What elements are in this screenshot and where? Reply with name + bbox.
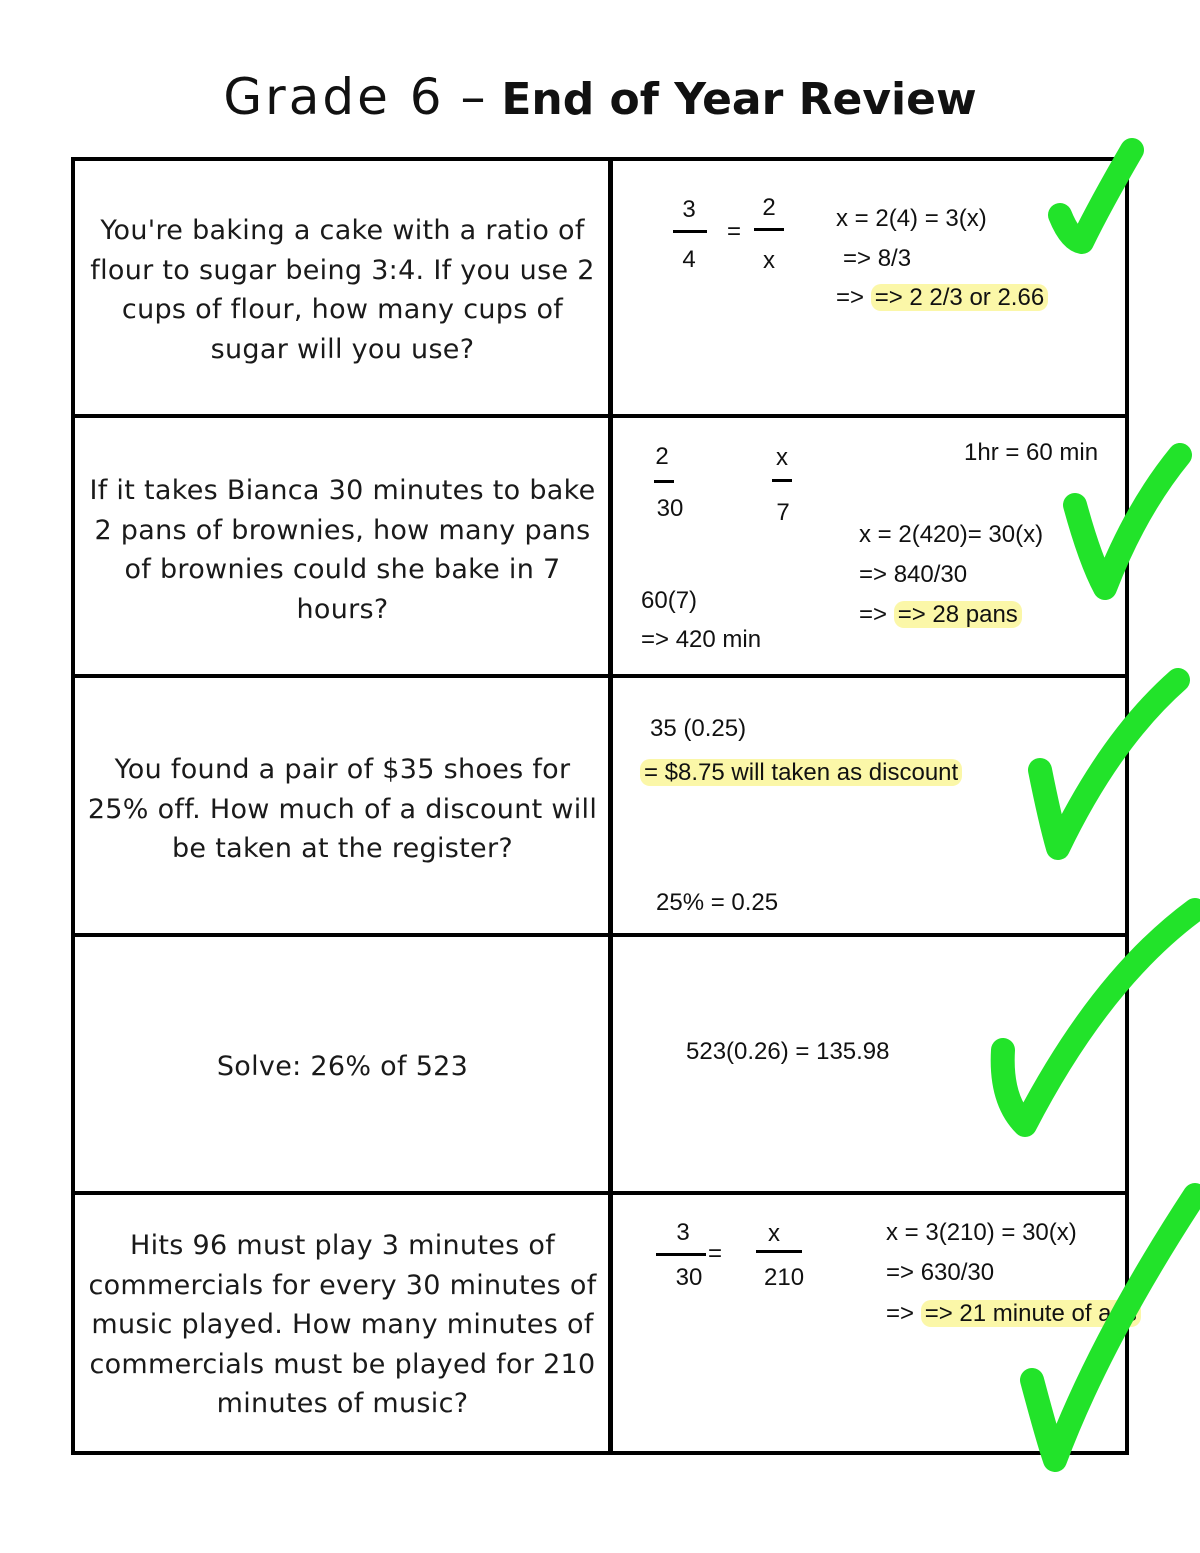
fraction-numerator: x [776, 444, 788, 471]
question-1: You're baking a cake with a ratio of flour to sugar being 3:4. If you use 2 cups of flour, how many cups of sugar will you use? [90, 215, 595, 365]
answer-text: => 28 pans [897, 601, 1018, 628]
title-grade: Grade 6 [223, 68, 445, 126]
work-line: 523(0.26) = 135.98 [686, 1038, 890, 1065]
work-line: 35 (0.25) [650, 715, 747, 742]
checkmark-icon [1060, 150, 1132, 242]
question-2: If it takes Bianca 30 minutes to bake 2 pans of brownies, how many pans of brownies could she bake in 7 hours? [89, 475, 596, 625]
work-line: => 840/30 [859, 561, 968, 588]
checkmark-icon [1032, 1195, 1195, 1460]
fraction-denominator: 210 [764, 1264, 805, 1291]
checkmark-icon [1075, 455, 1180, 588]
answer-text: => 21 minute of ads [924, 1300, 1137, 1327]
work-line: => 8/3 [843, 245, 912, 272]
work-line: => 420 min [641, 626, 762, 653]
work-answer: => => 28 pans [859, 601, 1022, 629]
work-line: x = 3(210) = 30(x) [886, 1219, 1077, 1246]
fraction-numerator: x [768, 1220, 780, 1247]
answer-text: = $8.75 will taken as discount [644, 759, 959, 786]
work-answer: => => 21 minute of ads [886, 1300, 1141, 1328]
fraction-denominator: 30 [656, 495, 684, 522]
fraction-numerator: 3 [676, 1219, 690, 1246]
conversion-note: 1hr = 60 min [964, 439, 1099, 466]
fraction-denominator: 4 [682, 246, 696, 273]
work-line: x = 2(420)= 30(x) [859, 521, 1044, 548]
fraction-denominator: x [763, 247, 775, 274]
equals-sign: = [708, 1240, 723, 1267]
checkmark-icon [1040, 680, 1178, 848]
question-5: Hits 96 must play 3 minutes of commercials for every 30 minutes of music played. How many minutes of commercials must be played for 210 minutes of music? [88, 1230, 597, 1419]
answer-text: => 2 2/3 or 2.66 [874, 284, 1045, 311]
fraction-numerator: 3 [682, 196, 696, 223]
work-line: => 630/30 [886, 1259, 995, 1286]
question-3: You found a pair of $35 shoes for 25% off. How much of a discount will be taken at the register? [87, 754, 598, 864]
fraction-denominator: 7 [776, 499, 790, 526]
work-line: x = 2(4) = 3(x) [836, 205, 987, 232]
work-answer: => => 2 2/3 or 2.66 [836, 284, 1048, 312]
title-review: End of Year Review [501, 74, 977, 125]
title-dash: – [460, 68, 486, 126]
fraction-numerator: 2 [655, 443, 669, 470]
fraction-numerator: 2 [762, 194, 776, 221]
checkmark-icon [1003, 910, 1195, 1125]
question-4: Solve: 26% of 523 [216, 1051, 469, 1082]
work-note: 25% = 0.25 [656, 889, 779, 916]
fraction-denominator: 30 [675, 1264, 703, 1291]
work-line: 60(7) [641, 587, 698, 614]
equals-sign: = [727, 218, 742, 245]
